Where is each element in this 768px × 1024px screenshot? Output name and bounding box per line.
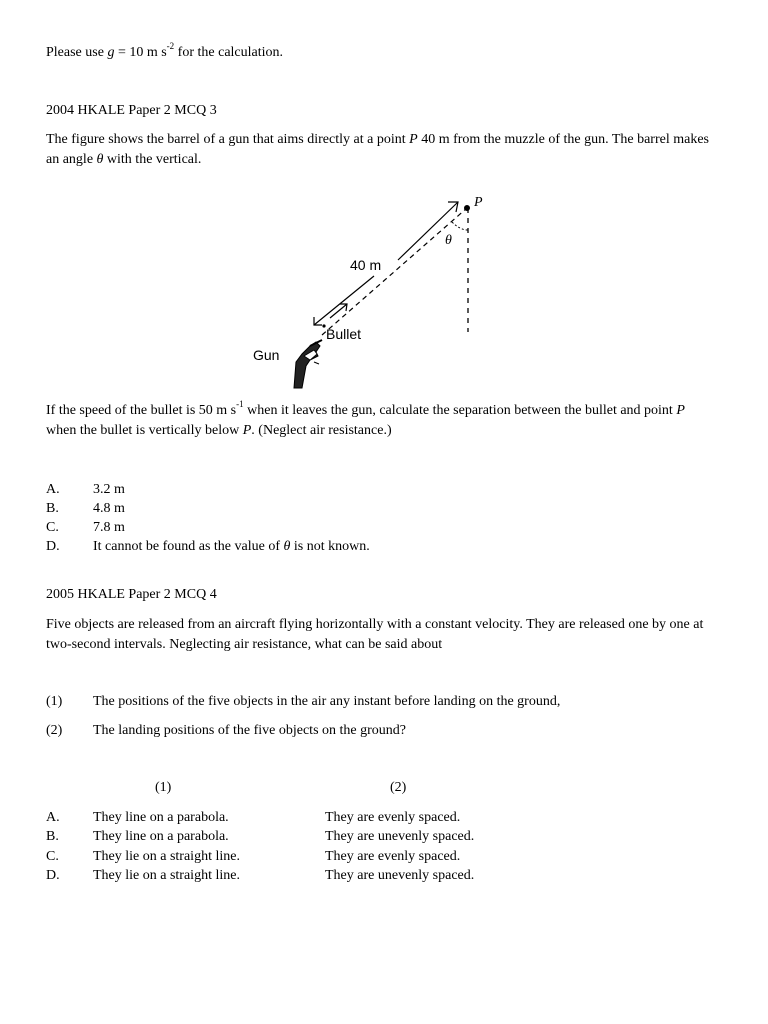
q1-question-exponent: -1: [236, 399, 244, 410]
q1-question-text-3: when the bullet is vertically below: [46, 423, 243, 438]
label-theta: θ: [445, 233, 452, 248]
q1-stem-text-2: 40 m from the muzzle of the gun. The barrel makes an angle: [46, 132, 710, 167]
q1-question-p1: P: [676, 403, 685, 418]
intro-line: [46, 43, 718, 63]
label-distance: 40 m: [350, 257, 382, 273]
theta-arc: [452, 222, 468, 230]
q1-option-d-theta: θ: [283, 539, 291, 554]
q1-question-text-1: If the speed of the bullet is 50 m s: [46, 403, 237, 418]
distance-arrow-lower: [314, 276, 374, 325]
q1-option-letter: C.: [46, 520, 59, 535]
q1-question-text-4: . (Neglect air resistance.): [251, 423, 392, 438]
q2-option-letter: A.: [46, 810, 60, 825]
q2-statement-num: (2): [46, 723, 63, 738]
q2-option-col1: They line on a parabola.: [93, 829, 229, 844]
q2-option-col2: They are unevenly spaced.: [325, 868, 475, 883]
q1-heading: 2004 HKALE Paper 2 MCQ 3: [46, 103, 217, 118]
q1-stem-text-3: with the vertical.: [103, 152, 202, 167]
q1-option-text: 3.2 m: [93, 482, 125, 497]
q1-option-letter: A.: [46, 482, 60, 497]
q2-option-col2: They are evenly spaced.: [325, 849, 461, 864]
q1-option-d-text-2: is not known.: [290, 539, 370, 554]
q1-question-text-2: when it leaves the gun, calculate the separation between the bullet and point: [243, 403, 677, 418]
gun-barrel-figure: [240, 190, 500, 390]
point-p-dot: [464, 205, 470, 211]
label-p: P: [474, 195, 483, 210]
q2-heading: 2005 HKALE Paper 2 MCQ 4: [46, 587, 217, 602]
q1-stem-text-1: The figure shows the barrel of a gun that aims directly at a point: [46, 132, 410, 147]
q2-stem: Five objects are released from an aircraft flying horizontally with a constant velocity. They are released one by one at two-second intervals. Neglecting air resistance, what can be said about: [46, 617, 704, 652]
g-symbol: g: [107, 45, 115, 60]
q1-stem-p: P: [409, 132, 418, 147]
q1-question-p2: P: [242, 423, 252, 438]
q1-option-text: [93, 537, 370, 557]
q2-option-letter: D.: [46, 868, 60, 883]
q2-statement-text: The landing positions of the five objects on the ground?: [93, 723, 406, 738]
q1-option-d-text-1: It cannot be found as the value of: [93, 539, 284, 554]
intro-suffix: for the calculation.: [174, 45, 284, 60]
label-bullet: Bullet: [326, 326, 362, 342]
intro-prefix: Please use: [46, 45, 104, 60]
q2-option-col1: They lie on a straight line.: [93, 849, 240, 864]
g-value: = 10 m s: [114, 45, 167, 60]
q2-option-col1: They line on a parabola.: [93, 810, 229, 825]
distance-arrow-upper: [398, 202, 458, 260]
q2-option-letter: C.: [46, 849, 59, 864]
q2-statement-num: (1): [46, 694, 63, 709]
gun-icon: [294, 340, 322, 388]
q1-question: [46, 401, 718, 441]
q2-option-letter: B.: [46, 829, 59, 844]
label-gun: Gun: [253, 347, 280, 363]
q1-stem: [46, 130, 718, 170]
q2-option-col1: They lie on a straight line.: [93, 868, 240, 883]
q1-stem-theta: θ: [96, 152, 104, 167]
q1-option-text: 4.8 m: [93, 501, 125, 516]
q1-option-text: 7.8 m: [93, 520, 125, 535]
q2-col-header-1: (1): [155, 780, 172, 795]
q1-option-letter: B.: [46, 501, 59, 516]
q1-option-letter: D.: [46, 539, 60, 554]
q2-option-col2: They are evenly spaced.: [325, 810, 461, 825]
q2-statement-text: The positions of the five objects in the air any instant before landing on the ground,: [93, 694, 561, 709]
g-exponent: -2: [166, 41, 175, 52]
q2-col-header-2: (2): [390, 780, 407, 795]
barrel-line: [322, 208, 467, 335]
q2-option-col2: They are unevenly spaced.: [325, 829, 475, 844]
